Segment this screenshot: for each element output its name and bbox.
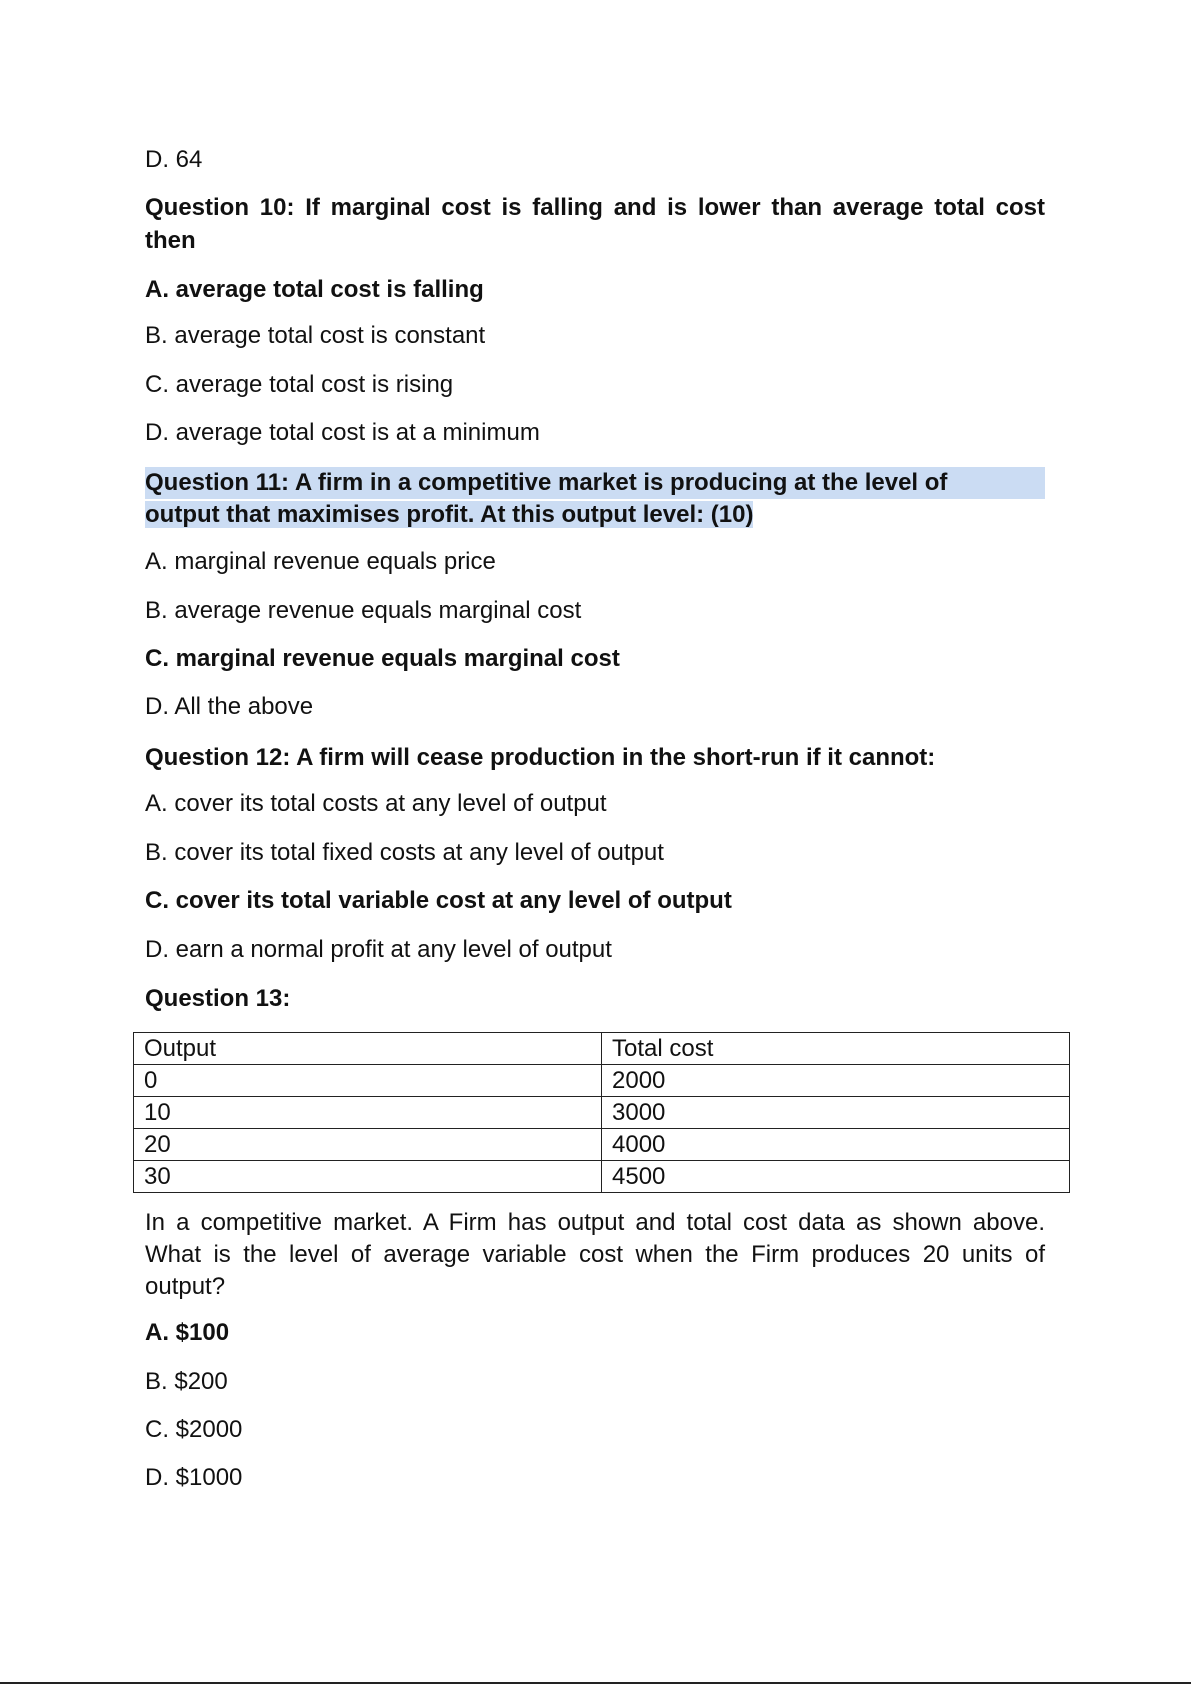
q13-option-c: C. $2000 <box>145 1416 243 1443</box>
question-10: Question 10: If marginal cost is falling and is lower than average total cost then <box>145 194 1045 254</box>
table-cell: 30 <box>134 1161 602 1193</box>
table-cell: 4500 <box>602 1161 1070 1193</box>
q10-option-a: A. average total cost is falling <box>145 276 484 303</box>
q11-option-d: D. All the above <box>145 693 314 720</box>
q11-option-c: C. marginal revenue equals marginal cost <box>145 645 620 672</box>
q13-description: In a competitive market. A Firm has output and total cost data as shown above. What is the level of average variable cost when the Firm produces 20 units of output? <box>145 1209 1045 1300</box>
table-row <box>134 1097 1070 1129</box>
q11-option-b: B. average revenue equals marginal cost <box>145 597 582 624</box>
q11-option-a: A. marginal revenue equals price <box>145 548 496 575</box>
output-cost-table <box>133 1032 1070 1193</box>
question-13: Question 13: <box>145 985 291 1012</box>
table-cell: 20 <box>134 1129 602 1161</box>
q10-option-c: C. average total cost is rising <box>145 371 454 398</box>
q10-option-b: B. average total cost is constant <box>145 322 486 349</box>
table-header-row <box>134 1033 1070 1065</box>
table-row <box>134 1129 1070 1161</box>
table-cell: 0 <box>134 1065 602 1097</box>
q13-option-a: A. $100 <box>145 1319 230 1346</box>
table-cell: 2000 <box>602 1065 1070 1097</box>
q12-option-d: D. earn a normal profit at any level of output <box>145 936 612 963</box>
q9-option-d: D. 64 <box>145 146 203 173</box>
table-row <box>134 1161 1070 1193</box>
page-bottom-divider <box>0 1682 1191 1684</box>
table-cell: 4000 <box>602 1129 1070 1161</box>
q10-option-d: D. average total cost is at a minimum <box>145 419 540 446</box>
q12-option-c: C. cover its total variable cost at any level of output <box>145 887 732 914</box>
q13-option-d: D. $1000 <box>145 1464 243 1491</box>
question-11-line-1: Question 11: A firm in a competitive market is producing at the level of <box>145 467 1045 499</box>
table-cell: 3000 <box>602 1097 1070 1129</box>
table-header-total-cost: Total cost <box>602 1033 1070 1065</box>
q12-option-b: B. cover its total fixed costs at any level of output <box>145 839 664 866</box>
question-11-highlight: output that maximises profit. At this output level: (10) <box>145 501 754 528</box>
q13-option-b: B. $200 <box>145 1368 228 1395</box>
question-12: Question 12: A firm will cease production in the short-run if it cannot: <box>145 744 936 771</box>
question-11-line-2 <box>145 499 753 531</box>
table-row <box>134 1065 1070 1097</box>
table-header-output: Output <box>134 1033 602 1065</box>
table-cell: 10 <box>134 1097 602 1129</box>
q12-option-a: A. cover its total costs at any level of output <box>145 790 607 817</box>
